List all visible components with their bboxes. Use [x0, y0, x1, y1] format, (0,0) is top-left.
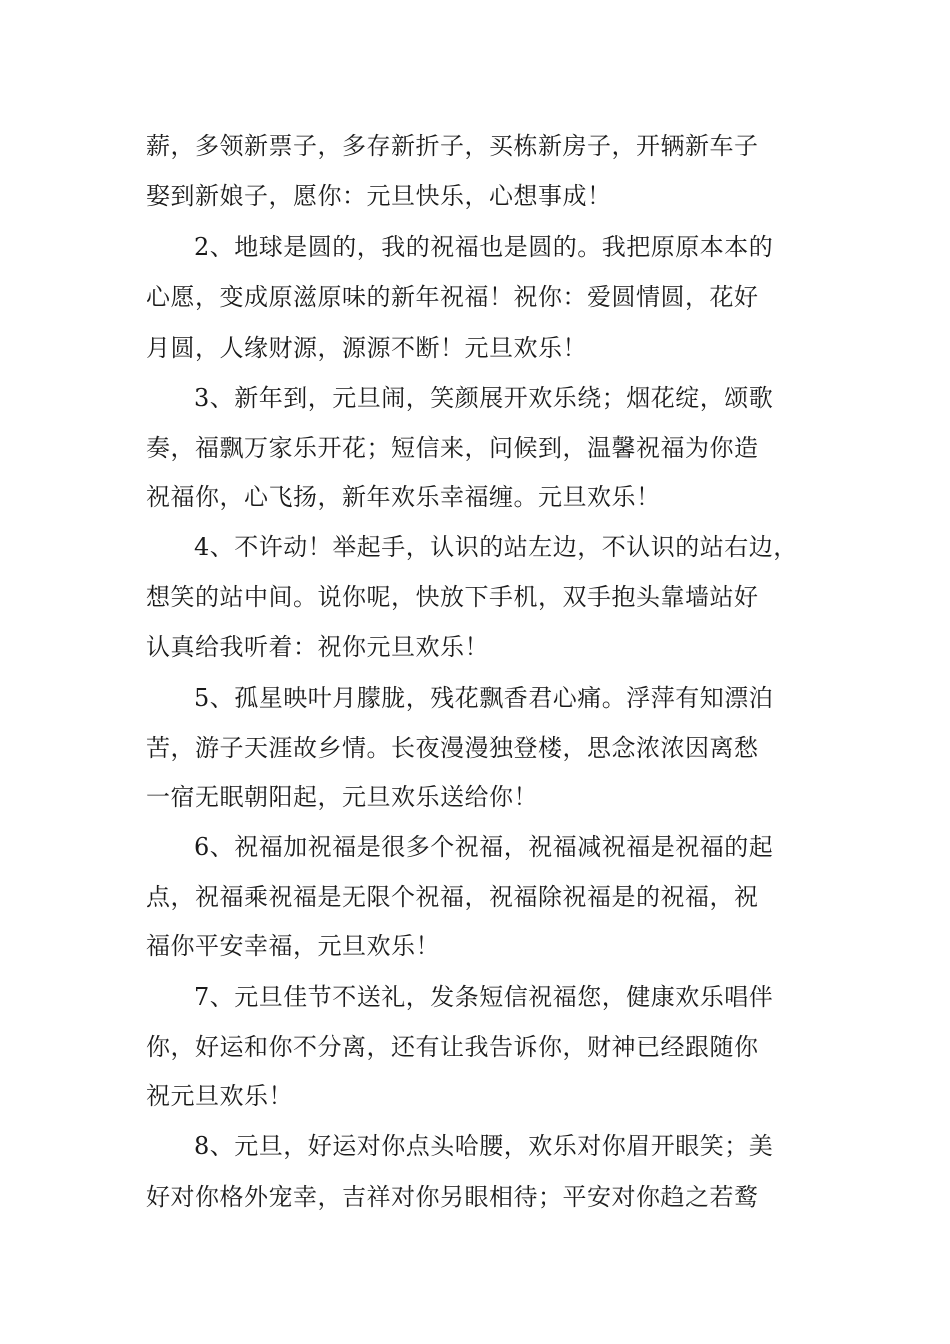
- text-line: 好对你格外宠幸，吉祥对你另眼相待；平安对你趋之若鹜: [146, 1183, 759, 1211]
- text-line: 心愿，变成原滋原味的新年祝福！祝你：爱圆情圆，花好: [146, 283, 759, 311]
- text-line: 苦，游子天涯故乡情。长夜漫漫独登楼，思念浓浓因离愁: [146, 734, 759, 762]
- text-line: 奏，福飘万家乐开花；短信来，问候到，温馨祝福为你造: [146, 434, 759, 462]
- text-line: 福你平安幸福，元旦欢乐！: [146, 932, 440, 960]
- text-line: 想笑的站中间。说你呢，快放下手机，双手抱头靠墙站好: [146, 583, 759, 611]
- paragraph-8-line: 8、元旦，好运对你点头哈腰，欢乐对你眉开眼笑；美: [194, 1132, 774, 1160]
- text-line: 你，好运和你不分离，还有让我告诉你，财神已经跟随你: [146, 1033, 759, 1061]
- paragraph-4-line: 4、不许动！举起手，认识的站左边，不认识的站右边，: [194, 533, 798, 561]
- text-line: 娶到新娘子，愿你：元旦快乐，心想事成！: [146, 182, 612, 210]
- paragraph-3-line: 3、新年到，元旦闹，笑颜展开欢乐绕；烟花绽，颂歌: [194, 384, 774, 412]
- paragraph-6-line: 6、祝福加祝福是很多个祝福，祝福减祝福是祝福的起: [194, 833, 774, 861]
- paragraph-7-line: 7、元旦佳节不送礼，发条短信祝福您，健康欢乐唱伴: [194, 983, 774, 1011]
- paragraph-5-line: 5、孤星映叶月朦胧，残花飘香君心痛。浮萍有知漂泊: [194, 684, 774, 712]
- text-line: 祝元旦欢乐！: [146, 1082, 293, 1110]
- text-line: 薪，多领新票子，多存新折子，买栋新房子，开辆新车子: [146, 132, 759, 160]
- text-line: 点，祝福乘祝福是无限个祝福，祝福除祝福是的祝福，祝: [146, 883, 759, 911]
- text-line: 月圆，人缘财源，源源不断！元旦欢乐！: [146, 334, 587, 362]
- text-line: 祝福你，心飞扬，新年欢乐幸福缠。元旦欢乐！: [146, 483, 661, 511]
- text-line: 认真给我听着：祝你元旦欢乐！: [146, 633, 489, 661]
- paragraph-2-line: 2、地球是圆的，我的祝福也是圆的。我把原原本本的: [194, 233, 774, 261]
- text-line: 一宿无眠朝阳起，元旦欢乐送给你！: [146, 783, 538, 811]
